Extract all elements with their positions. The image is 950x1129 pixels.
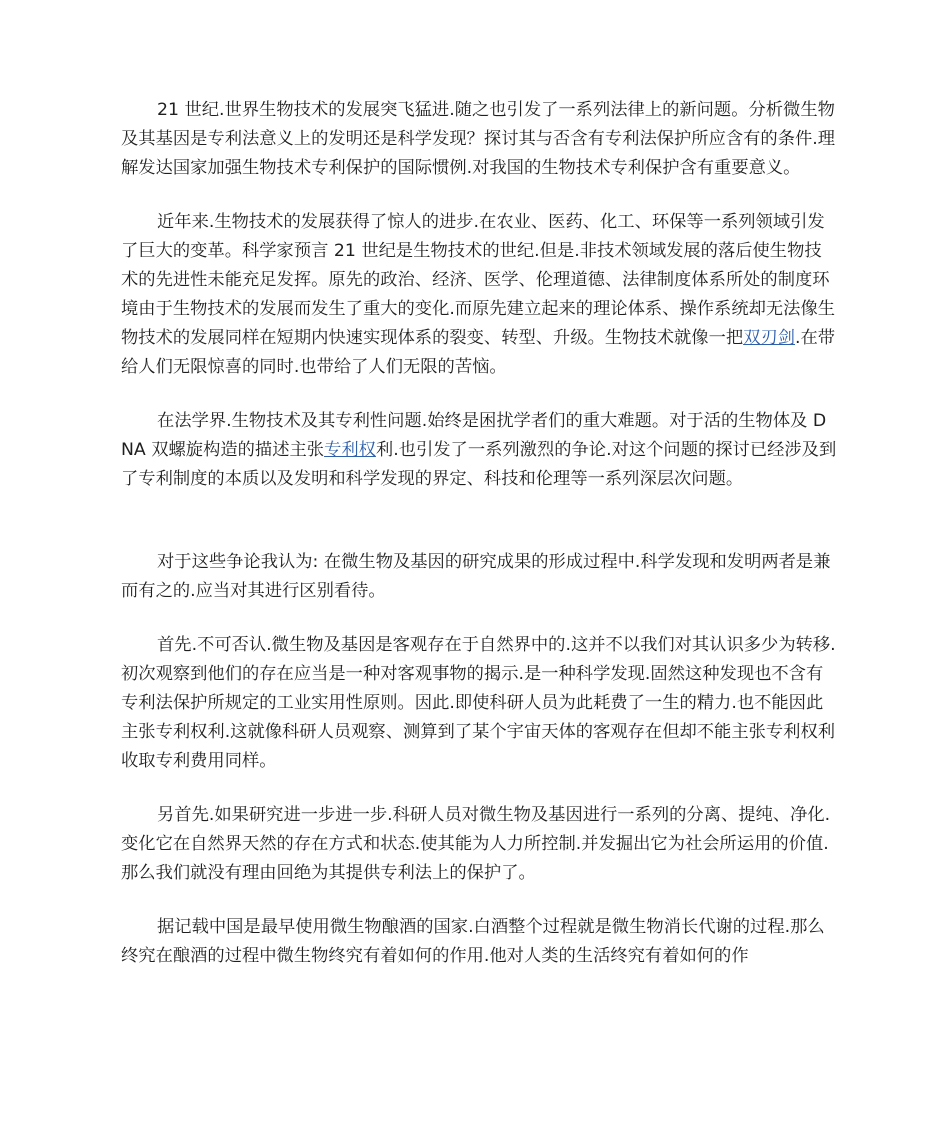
paragraph-liquor-history: 据记载中国是最早使用微生物酿酒的国家.白酒整个过程就是微生物消长代谢的过程.那么终究在酿酒的过程中微生物终究有着如何的作用.他对人类的生活终究有着如何的作 [121,917,825,966]
paragraph-legal-circle [121,407,837,494]
double-edged-sword-link[interactable]: 双刃剑 [743,328,795,348]
paragraph-first-point: 首先.不可否认.微生物及基因是客观存在于自然界中的.这并不以我们对其认识多少为转移.初次观察到他们的存在应当是一种对客观事物的揭示.是一种科学发现.固然这种发现也不含有专利法保护所规定的工业实用性原则。因此.即使科研人员为此耗费了一生的精力.也不能因此主张专利权利.这就像科研人员观察、测算到了某个宇宙天体的客观存在但却不能主张专利权利收取专利费用同样。 [121,635,836,771]
patent-right-link[interactable]: 专利权 [324,440,376,460]
paragraph-second-point: 另首先.如果研究进一步进一步.科研人员对微生物及基因进行一系列的分离、提纯、净化.变化它在自然界天然的存在方式和状态.使其能为人力所控制.并发掘出它为社会所运用的价值.那么我们就没有理由回绝为其提供专利法上的保护了。 [121,805,831,883]
paragraph-text: 利.也引发了一系列激烈的争论.对这个问题的探讨已经涉及到了专利制度的本质以及发明和科学发现的界定、科技和伦理等一系列深层次问题。 [121,440,837,489]
paragraph-text: .在带给人们无限惊喜的同时.也带给了人们无限的苦恼。 [121,328,836,377]
document-body [121,96,837,996]
paragraph-text: 近年来.生物技术的发展获得了惊人的进步.在农业、医药、化工、环保等一系列领域引发了巨大的变革。科学家预言 21 世纪是生物技术的世纪.但是.非技术领域发展的落后使生物技术的先进性未能充足发挥。原先的政治、经济、医学、伦理道德、法律制度体系所处的制度环境由于生物技术的发展而发生了重大的变化.而原先建立起来的理论体系、操作系统却无法像生物技术的发展同样在短期内快速实现体系的裂变、转型、升级。生物技术就像一把 [121,212,836,348]
paragraph-intro: 21 世纪.世界生物技术的发展突飞猛进.随之也引发了一系列法律上的新问题。分析微生物及其基因是专利法意义上的发明还是科学发现？探讨其与否含有专利法保护所应含有的条件.理解发达国家加强生物技术专利保护的国际惯例.对我国的生物技术专利保护含有重要意义。 [121,100,836,178]
paragraph-recent-years [121,208,837,382]
paragraph-opinion: 对于这些争论我认为: 在微生物及基因的研究成果的形成过程中.科学发现和发明两者是兼而有之的.应当对其进行区别看待。 [121,552,831,601]
paragraph-text: 在法学界.生物技术及其专利性问题.始终是困扰学者们的重大难题。对于活的生物体及 DNA 双螺旋构造的描述主张 [121,411,827,460]
